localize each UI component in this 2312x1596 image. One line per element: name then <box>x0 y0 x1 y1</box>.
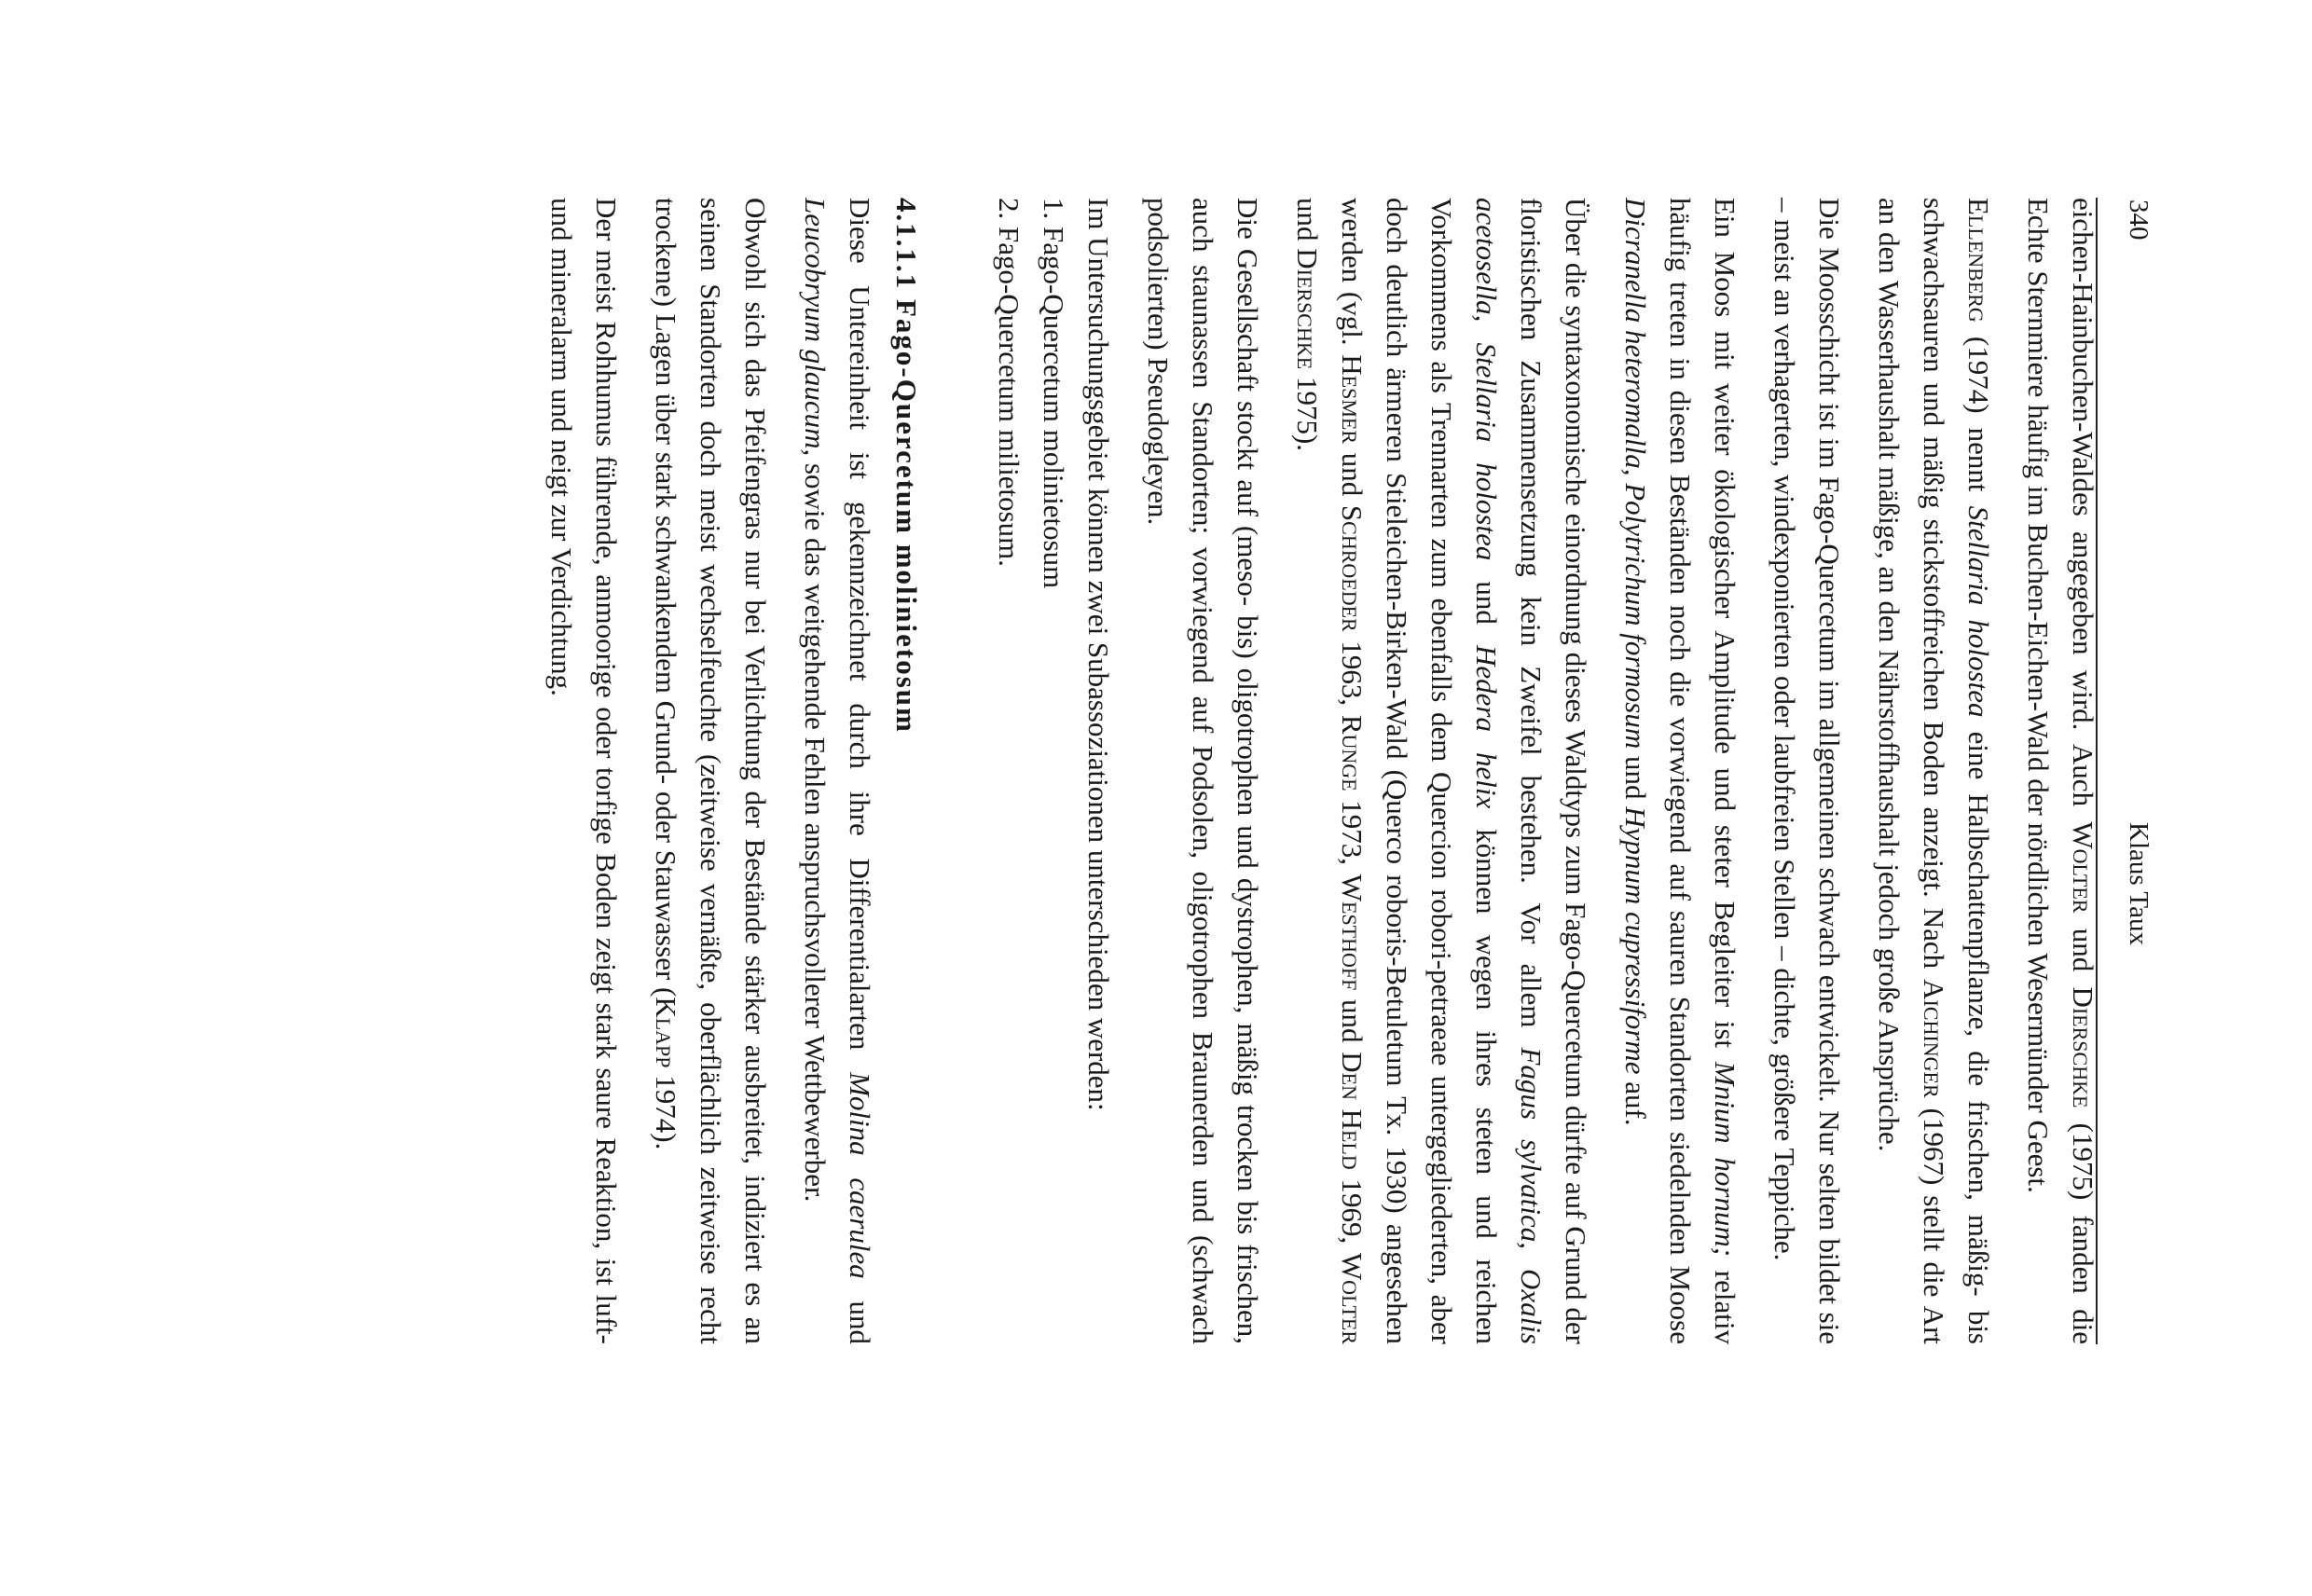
paragraph: Diese Untereinheit ist gekennzeichnet durch ihre Differentialarten Molina caerulea und Leucobryum glaucum, sowie das weitgehende Fehlen anspruchsvollerer Wettbewerber. <box>799 198 876 1344</box>
species-name: Mnium hornum; <box>1709 1061 1741 1258</box>
author-name: Westhoff <box>1336 874 1369 991</box>
paragraph: Ellenberg (1974) nennt Stellaria holostea eine Halbschattenpflanze, die frischen, mäßig- bis schwachsauren und mäßig stickstoffreichen Boden anzeigt. Nach Aichinger (1967) stellt die Art an den Wasserhaushalt mäßige, an den Nährstoffhaushalt jedoch große Ansprüche. <box>1873 198 1995 1345</box>
page-number: 340 <box>2124 200 2154 241</box>
paragraph: Ein Moos mit weiter ökologischer Amplitude und steter Begleiter ist Mnium hornum; relativ häufig treten in diesen Beständen noch die vorwiegend auf sauren Standorten siedelnden Moose Dicranella heteromalla, Polytrichum formosum und Hypnum cupressiforme auf. <box>1619 198 1741 1344</box>
species-name: Molina caerulea <box>844 1072 876 1279</box>
species-name: Hedera helix <box>1470 644 1503 809</box>
section-heading: 4.1.1.1 Fago-Quercetum molinietosum <box>890 198 923 734</box>
species-name: Dicranella heteromalla, Polytrichum formosum <box>1619 198 1652 750</box>
author-name: Wolter <box>2067 821 2099 914</box>
author-name: Hesmer <box>1336 354 1369 445</box>
species-name: Leucobryum glaucum, <box>799 198 832 457</box>
species-name: Fagus sylvatica, Oxalis acetosella, Stellaria holostea <box>1470 198 1548 1344</box>
author-name: Runge <box>1336 714 1369 791</box>
author-name: Dierschke <box>1291 248 1324 370</box>
list-item: 1. Fago-Quercetum molinietosum <box>1038 198 1070 589</box>
list-item: 2. Fago-Quercetum milietosum. <box>993 198 1025 568</box>
author-name: Aichinger <box>1918 979 1950 1098</box>
author-name: Dierschke <box>2067 986 2099 1108</box>
author-name: Ellenberg <box>1962 198 1995 323</box>
paragraph: Die Moosschicht ist im Fago-Quercetum im allgemeinen schwach entwickelt. Nur selten bildet sie – meist an verhagerten, windexponierten oder laubfreien Stellen – dichte, größere Teppiche. <box>1768 198 1846 1344</box>
paragraph: Über die syntaxonomische einordnung dieses Waldtyps zum Fago-Quercetum dürfte auf Grund der floristischen Zusammensetzung kein Zweifel bestehen. Vor allem Fagus sylvatica, Oxalis acetosella, Stellaria holostea und Hedera helix können wegen ihres steten und reichen Vorkommens als Trennarten zum ebenfalls dem Quercion robori-petraeae untergegliederten, aber doch deutlich ärmeren Stieleichen-Birken-Wald (Querco roboris-Betuletum Tx. 1930) angesehen werden (vgl. Hesmer und Schroeder 1963, Runge 1973, Westhoff und Den Held 1969, Wolter und Dierschke 1975). <box>1291 198 1592 1345</box>
species-name: Hypnum cupressiforme <box>1619 806 1652 1075</box>
paragraph: Im Untersuchungsgebiet können zwei Subassoziationen unterschieden werden: <box>1082 198 1115 1111</box>
species-name: Stellaria holostea <box>1962 505 1995 718</box>
body-text <box>524 198 2105 1344</box>
author-name: Den Held <box>1336 1052 1369 1170</box>
author-name: Schroeder <box>1336 504 1369 632</box>
author-name: Wolter <box>1336 1252 1369 1345</box>
author-name: Klapp <box>650 997 682 1068</box>
running-head: Klaus Taux <box>2124 822 2154 945</box>
paragraph: eichen-Hainbuchen-Waldes angegeben wird. Auch Wolter und Dierschke (1975) fanden die Echte Sternmiere häufig im Buchen-Eichen-Wald der nördlichen Wesermünder Geest. <box>2022 198 2099 1345</box>
paragraph: Die Gesellschaft stockt auf (meso- bis) oligotrophen und dystrophen, mäßig trocken bis frischen, auch staunassen Standorten; vorwiegend auf Podsolen, oligotrophen Braunerden und (schwach podsolierten) Pseudogleyen. <box>1142 198 1264 1344</box>
paragraph: Der meist Rohhumus führende, anmoorige oder torfige Boden zeigt stark saure Reaktion, ist luft- und mineralarm und neigt zur Verdichtung. <box>545 198 623 1344</box>
paragraph: Obwohl sich das Pfeifengras nur bei Verlichtung der Bestände stärker ausbreitet, indiziert es an seinen Standorten doch meist wechselfeuchte (zeitweise vernäßte, oberflächlich zeitweise recht trockene) Lagen über stark schwankendem Grund- oder Stauwasser (Klapp 1974). <box>650 198 772 1344</box>
